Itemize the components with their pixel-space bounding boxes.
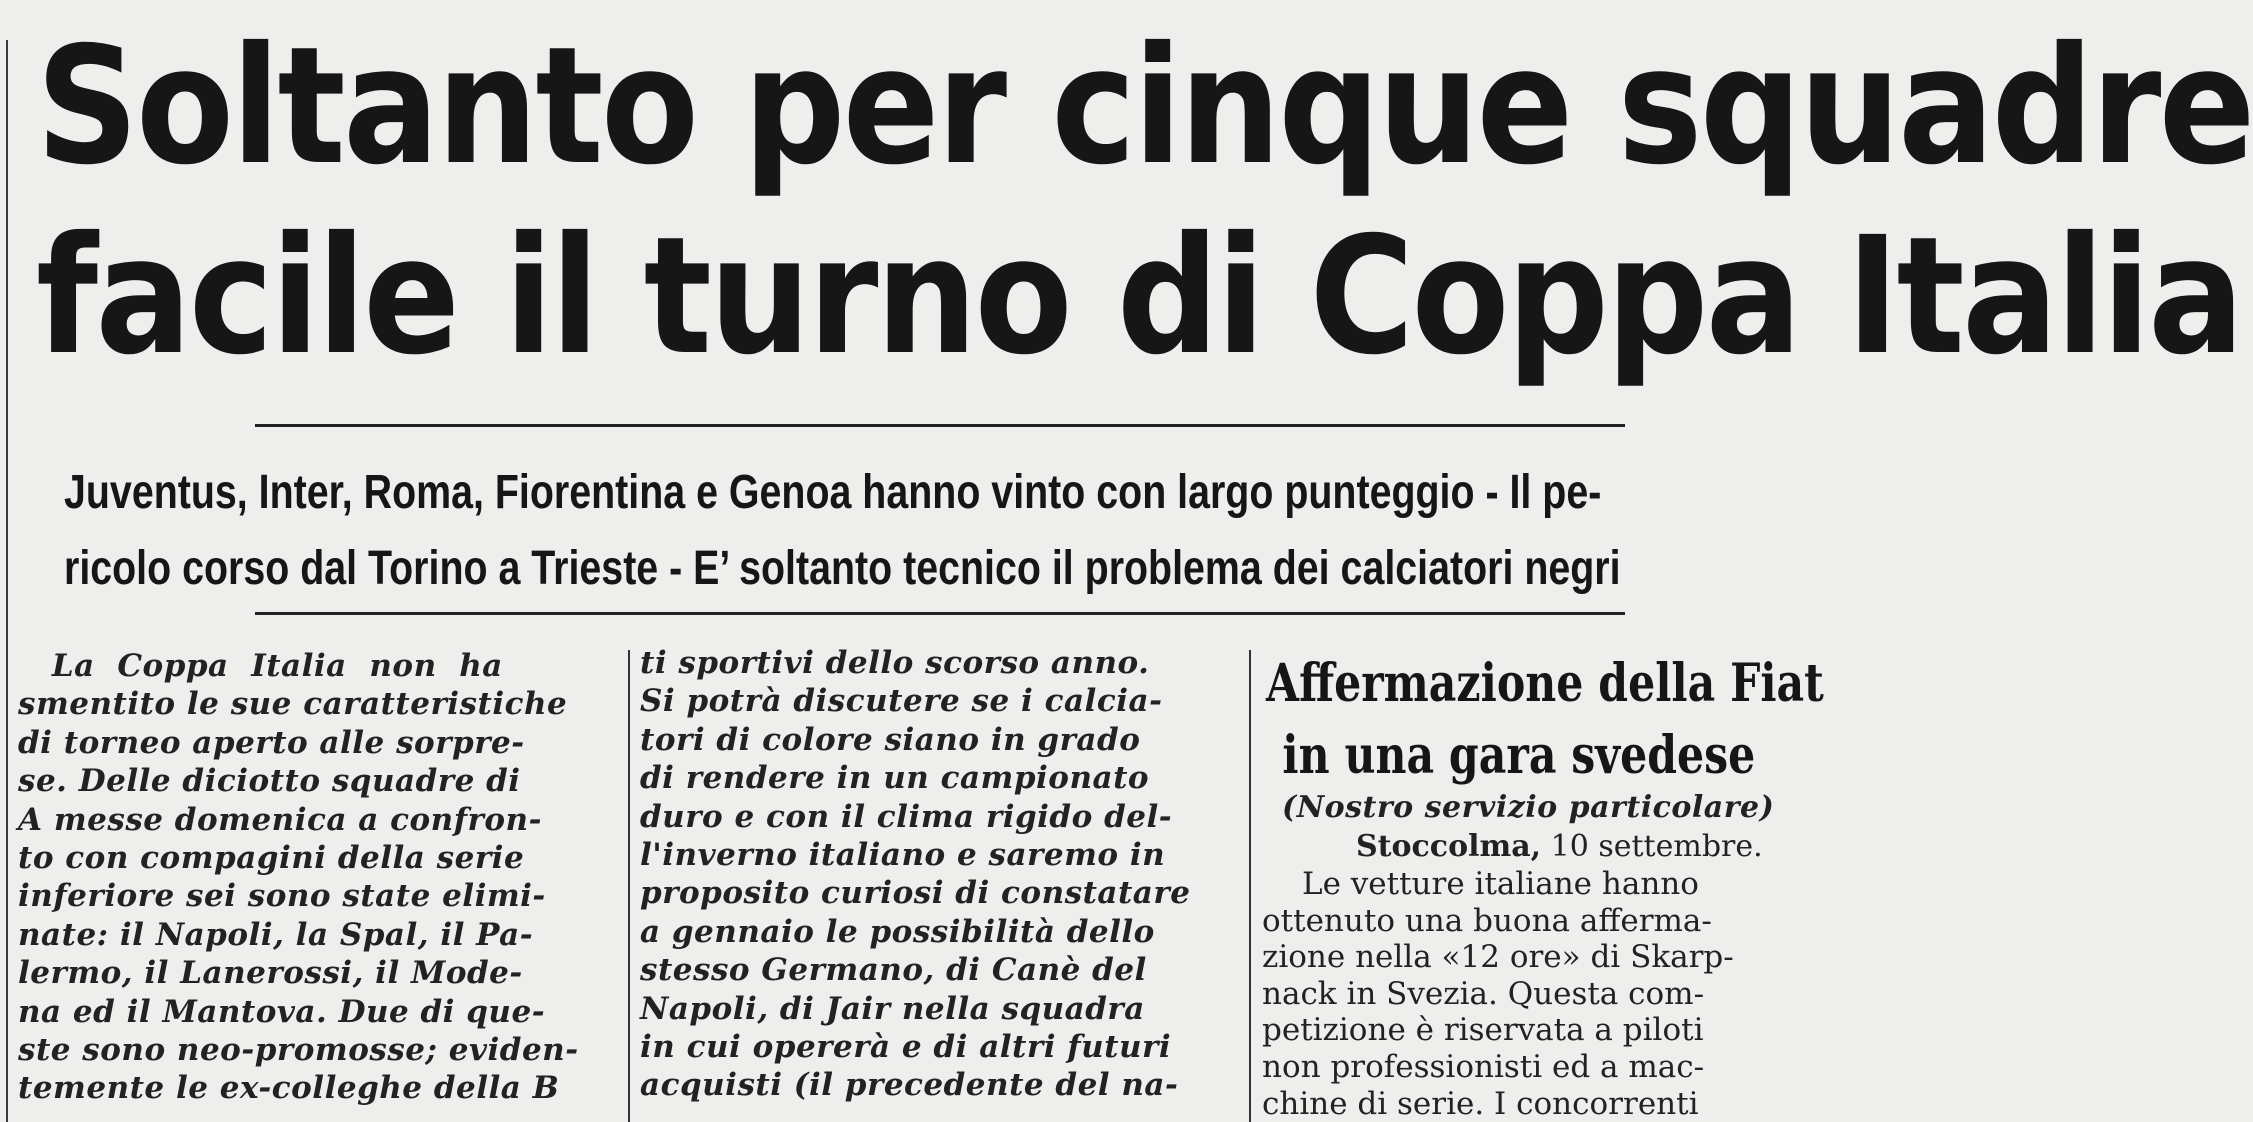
left-column-rule bbox=[6, 40, 8, 1122]
main-headline bbox=[36, 12, 2253, 392]
column-1-line: na ed il Mantova. Due di que- bbox=[18, 993, 546, 1030]
column-2-line: di rendere in un campionato bbox=[640, 760, 1150, 797]
side-article-line: Le vetture italiane hanno bbox=[1302, 866, 1699, 902]
column-2-line: l'inverno italiano e saremo in bbox=[640, 837, 1166, 874]
side-article-line: nack in Svezia. Questa com- bbox=[1262, 975, 1705, 1012]
side-article-line: chine di serie. I concorrenti bbox=[1262, 1085, 1699, 1122]
column-1-line: se. Delle diciotto squadre di bbox=[18, 763, 521, 800]
column-2-line: stesso Germano, di Canè del bbox=[640, 952, 1147, 989]
deck-bottom-rule bbox=[255, 612, 1625, 615]
column-2-line: Napoli, di Jair nella squadra bbox=[640, 990, 1145, 1027]
column-2-line: proposito curiosi di constatare bbox=[640, 875, 1191, 912]
article-column-2 bbox=[640, 644, 1240, 1105]
side-article-line: non professionisti ed a mac- bbox=[1262, 1048, 1705, 1085]
column-2-line: a gennaio le possibilità dello bbox=[640, 913, 1155, 950]
side-article-byline: (Nostro servizio particolare) bbox=[1282, 790, 1775, 825]
side-article-line: petizione è riservata a piloti bbox=[1262, 1012, 1704, 1049]
column-1-line: smentito le sue caratteristiche bbox=[18, 686, 568, 723]
side-article-body bbox=[1262, 866, 1872, 1122]
side-article-headline bbox=[1266, 648, 1889, 792]
dateline-date: 10 settembre. bbox=[1541, 829, 1763, 864]
column-2-line: ti sportivi dello scorso anno. bbox=[640, 645, 1150, 681]
side-article-line: ottenuto una buona afferma- bbox=[1262, 902, 1712, 939]
column-2-line: duro e con il clima rigido del- bbox=[640, 798, 1173, 835]
column-1-line: ste sono neo-promosse; eviden- bbox=[18, 1032, 579, 1069]
column-2-line: in cui opererà e di altri futuri bbox=[640, 1029, 1172, 1066]
headline-line-1: Soltanto per cinque squadre bbox=[36, 13, 2253, 201]
deck-top-rule bbox=[255, 424, 1625, 427]
deck-line-1: Juventus, Inter, Roma, Fiorentina e Genoa hanno vinto con largo punteggio - Il pe- bbox=[64, 466, 1602, 519]
column-1-line: temente le ex-colleghe della B bbox=[18, 1070, 560, 1107]
column-1-line: La Coppa Italia non ha bbox=[18, 648, 503, 684]
column-2-line: acquisti (il precedente del na- bbox=[640, 1067, 1179, 1104]
deck-line-2: ricolo corso dal Torino a Trieste - E’ soltanto tecnico il problema dei calciatori negri bbox=[64, 542, 1621, 595]
column-1-line: A messe domenica a confron- bbox=[18, 801, 542, 838]
side-article-line: zione nella «12 ore» di Skarp- bbox=[1262, 939, 1734, 976]
column-1-line: nate: il Napoli, la Spal, il Pa- bbox=[18, 916, 534, 953]
column-1-line: to con compagini della serie bbox=[18, 840, 525, 877]
headline-line-2: facile il turno di Coppa Italia bbox=[36, 203, 2242, 391]
article-column-1 bbox=[18, 647, 618, 1108]
column-1-line: inferiore sei sono state elimi- bbox=[18, 878, 546, 915]
column-divider-1 bbox=[628, 650, 630, 1122]
side-headline-line-1: Affermazione della Fiat bbox=[1266, 653, 1824, 714]
dateline-place: Stoccolma, bbox=[1356, 829, 1542, 864]
side-article-dateline bbox=[1356, 829, 1763, 864]
column-2-line: tori di colore siano in grado bbox=[640, 721, 1141, 758]
column-divider-2 bbox=[1249, 650, 1251, 1122]
column-1-line: lermo, il Lanerossi, il Mode- bbox=[18, 955, 523, 992]
deck-subheadline bbox=[64, 455, 1770, 607]
column-1-line: di torneo aperto alle sorpre- bbox=[18, 724, 525, 761]
column-2-line: Si potrà discutere se i calcia- bbox=[640, 683, 1163, 720]
side-headline-line-2: in una gara svedese bbox=[1282, 725, 1756, 786]
